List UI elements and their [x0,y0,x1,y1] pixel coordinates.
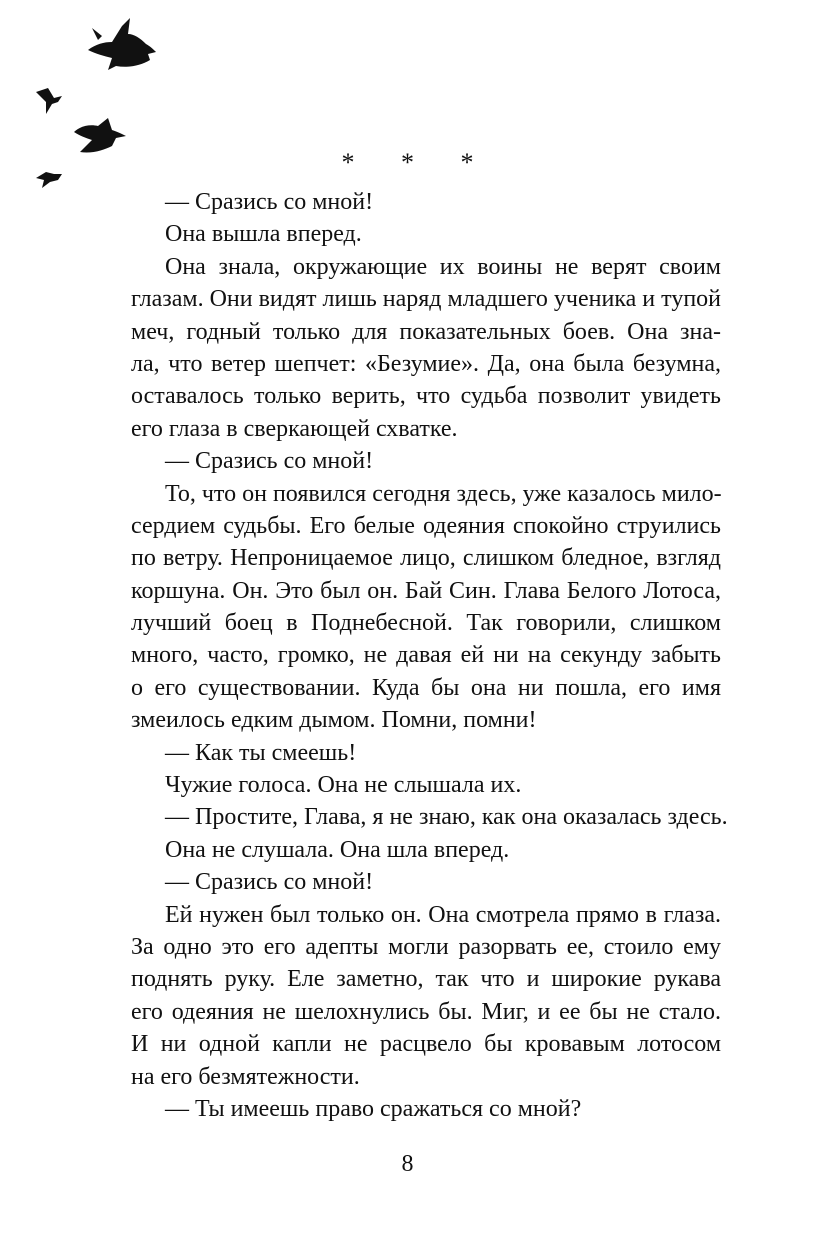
page-text [131,186,728,1125]
text-line: много, часто, громко, не давая ей ни на секунду забыть [131,642,721,669]
text-line: За одно это его адепты могли разорвать ее, стоило ему [131,933,721,960]
text-line: — Сразись со мной! [165,448,374,475]
text-line: поднять руку. Еле заметно, так что и широкие рукава [131,966,721,993]
text-line: по ветру. Непроницаемое лицо, слишком бледное, взгляд [131,545,721,572]
bird-icon [88,18,156,70]
text-line: Ей нужен был только он. Она смотрела прямо в глаза. [165,901,721,928]
text-line: на его безмятежности. [131,1063,360,1090]
text-line: — Сразись со мной! [165,189,374,215]
text-line: Она не слушала. Она шла вперед. [165,836,510,863]
text-line: И ни одной капли не расцвело бы кровавым лотосом [131,1031,721,1058]
text-line: Она вышла вперед. [165,221,362,248]
text-line: меч, годный только для показательных боев. Она зна- [131,318,721,345]
text-line: о его существовании. Куда бы она ни пошла, его имя [131,674,721,701]
text-line: коршуна. Он. Это был он. Бай Син. Глава Белого Лотоса, [131,577,721,604]
text-line: сердием судьбы. Его белые одеяния спокойно струились [131,512,721,539]
page-number: 8 [401,1151,414,1177]
text-line: глазам. Они видят лишь наряд младшего ученика и тупой [131,286,721,313]
text-line: его одеяния не шелохнулись бы. Миг, и ее бы не стало. [131,998,721,1025]
text-line: — Как ты смеешь! [165,739,357,766]
text-line: оставалось только верить, что судьба позволит увидеть [131,383,721,410]
text-line: — Ты имеешь право сражаться со мной? [165,1095,582,1122]
text-line: его глаза в сверкающей схватке. [131,415,458,442]
text-line: — Простите, Глава, я не знаю, как она оказалась здесь. [165,804,728,831]
bird-icon [36,88,62,114]
text-line: ла, что ветер шепчет: «Безумие». Да, она была безумна, [131,350,721,377]
text-line: Она знала, окружающие их воины не верят своим [165,253,721,280]
bird-icon [74,118,126,153]
section-separator: * * * [341,148,494,177]
text-line: лучший боец в Поднебесной. Так говорили, слишком [131,610,721,637]
text-line: Чужие голоса. Она не слышала их. [165,772,522,799]
text-line: змеилось едким дымом. Помни, помни! [131,707,537,734]
text-line: То, что он появился сегодня здесь, уже казалось мило- [165,480,722,507]
text-line: — Сразись со мной! [165,869,374,896]
